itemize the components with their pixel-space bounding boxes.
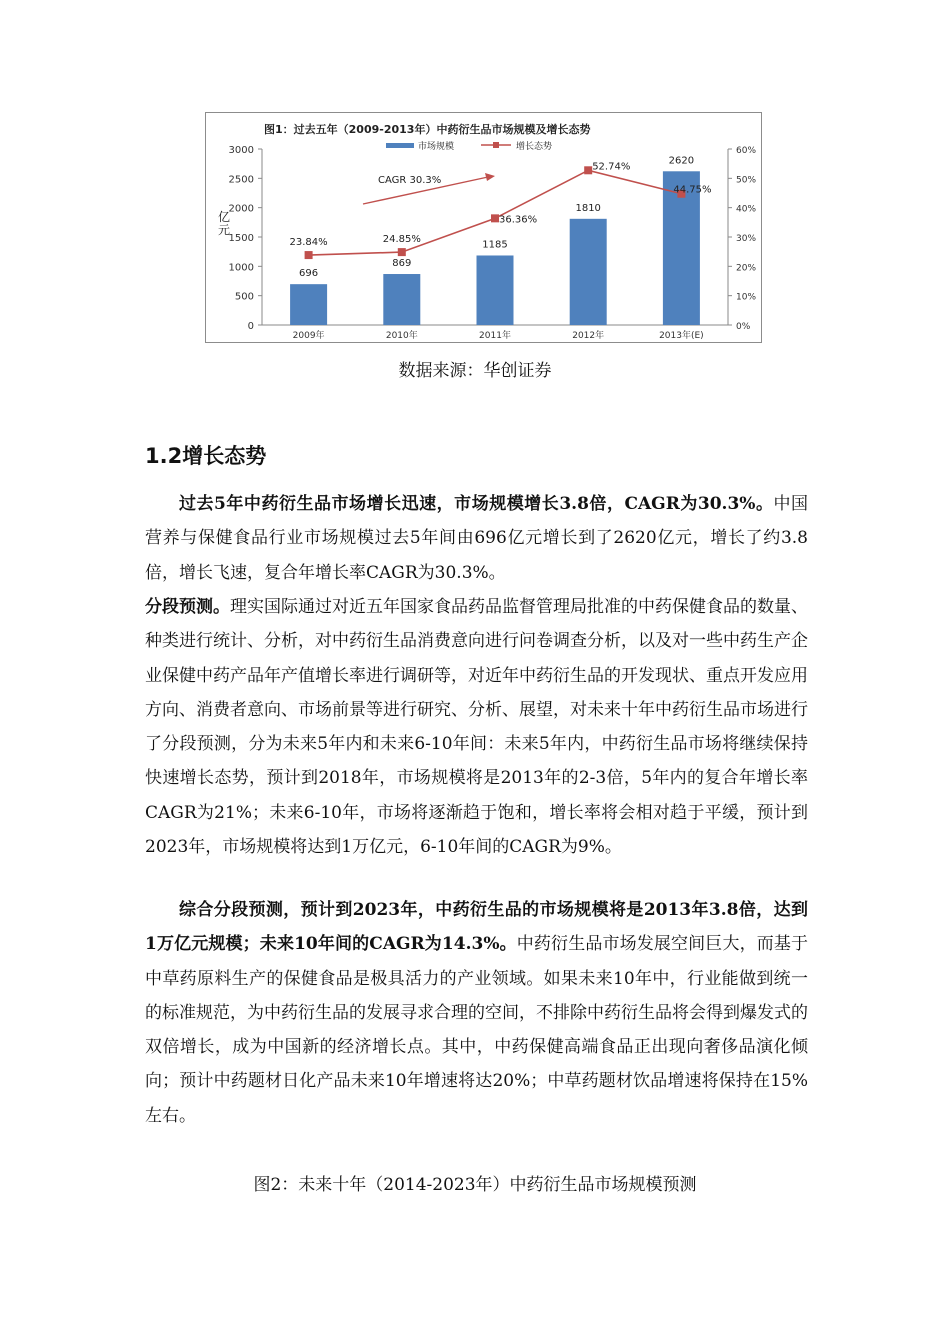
paragraph-3-text: 中药衍生品市场发展空间巨大，而基于中草药原料生产的保健食品是极具活力的产业领域。如果未来10年中，行业能做到统一的标准规范，为中药衍生品的发展寻求合理的空间，不排除中药衍生品将会得到爆发式的双倍增长，成为中国新的经济增长点。其中，中药保健高端食品正出现向奢侈品演化倾向；预计中药题材日化产品未来10年增速将达20%；中草药题材饮品增速将保持在15%左右。 <box>145 934 809 1126</box>
y-tick-label: 1500 <box>228 233 254 244</box>
y-axis-label-char: 亿 <box>218 210 231 224</box>
bar <box>477 255 514 325</box>
growth-value-label: 24.85% <box>382 234 421 246</box>
y-tick-label: 0 <box>247 321 254 332</box>
paragraph-2 <box>145 590 808 864</box>
bar <box>570 219 607 325</box>
growth-point <box>491 214 499 222</box>
legend-line-marker <box>493 142 499 148</box>
legend-bar-label: 市场规模 <box>418 142 455 152</box>
paragraph-3-bold: 综合分段预测，预计到2023年，中药衍生品的市场规模将是2013年3.8倍，达到1万亿元规模；未来10年间的CAGR为14.3%。 <box>145 900 808 955</box>
y2-tick-label: 30% <box>736 234 757 244</box>
y-tick-label: 2000 <box>228 203 254 215</box>
bar-value-label: 1810 <box>575 202 601 214</box>
x-tick-label: 2010年 <box>385 331 418 341</box>
x-tick-label: 2011年 <box>479 331 511 341</box>
cagr-annotation: CAGR 30.3% <box>378 175 442 186</box>
source-caption: 数据来源：华创证券 <box>398 361 552 381</box>
growth-point <box>398 248 406 256</box>
paragraph-1-text: 中国营养与保健食品行业市场规模过去5年间由696亿元增长到了2620亿元，增长了约3.8倍，增长飞速，复合年增长率CAGR为30.3%。 <box>145 494 809 583</box>
growth-point <box>305 251 313 259</box>
bar-value-label: 696 <box>299 268 319 280</box>
y-tick-label: 1000 <box>228 262 254 274</box>
y-tick-label: 3000 <box>228 145 254 156</box>
y2-tick-label: 20% <box>736 263 757 274</box>
figure-2-caption: 图2：未来十年（2014-2023年）中药衍生品市场规模预测 <box>253 1175 697 1195</box>
chart-title: 图1：过去五年（2009-2013年）中药衍生品市场规模及增长态势 <box>264 123 591 136</box>
bar-value-label: 1185 <box>482 239 508 251</box>
paragraph-3 <box>145 893 808 1133</box>
bar <box>383 274 420 325</box>
paragraph-1 <box>145 487 808 590</box>
paragraph-1-bold: 过去5年中药衍生品市场增长迅速，市场规模增长3.8倍，CAGR为30.3%。 <box>179 494 774 514</box>
growth-value-label: 52.74% <box>592 161 631 173</box>
paragraph-2-bold: 分段预测。 <box>145 597 230 617</box>
y-axis-label-char: 元 <box>218 223 231 237</box>
x-tick-label: 2012年 <box>572 331 605 341</box>
cagr-arrow-head <box>485 173 495 181</box>
section-heading: 1.2增长态势 <box>145 444 267 468</box>
legend-line-label: 增长态势 <box>516 142 553 152</box>
y2-tick-label: 60% <box>736 146 757 156</box>
y2-tick-label: 0% <box>736 322 751 332</box>
chart-svg <box>206 113 761 342</box>
y-tick-label: 2500 <box>228 174 254 186</box>
y2-tick-label: 40% <box>736 204 757 215</box>
bar-value-label: 2620 <box>668 155 695 167</box>
x-tick-label: 2009年 <box>292 331 325 341</box>
growth-value-label: 44.75% <box>673 184 712 196</box>
growth-value-label: 36.36% <box>499 214 538 226</box>
y-tick-label: 500 <box>234 291 254 303</box>
y2-tick-label: 50% <box>736 175 757 186</box>
bar-value-label: 869 <box>392 258 412 270</box>
paragraph-2-text: 理实国际通过对近五年国家食品药品监督管理局批准的中药保健食品的数量、种类进行统计、分析，对中药衍生品消费意向进行问卷调查分析，以及对一些中药生产企业保健中药产品年产值增长率进行调研等，对近年中药衍生品的开发现状、重点开发应用方向、消费者意向、市场前景等进行研究、分析、展望，对未来十年中药衍生品市场进行了分段预测，分为未来5年内和未来6-10年间：未来5年内，中药衍生品市场将继续保持快速增长态势，预计到2018年，市场规模将是2013年的2-3倍，5年内的复合年增长率CAGR为21%；未来6-10年，市场将逐渐趋于饱和，增长率将会相对趋于平缓，预计到2023年，市场规模将达到1万亿元，6-10年间的CAGR为9%。 <box>145 597 808 858</box>
chart-figure-1 <box>205 112 762 343</box>
growth-value-label: 23.84% <box>289 237 328 249</box>
bar <box>290 284 327 325</box>
y2-tick-label: 10% <box>736 292 757 303</box>
legend-bar-swatch <box>386 143 414 148</box>
growth-point <box>584 166 592 174</box>
x-tick-label: 2013年(E) <box>659 331 704 341</box>
